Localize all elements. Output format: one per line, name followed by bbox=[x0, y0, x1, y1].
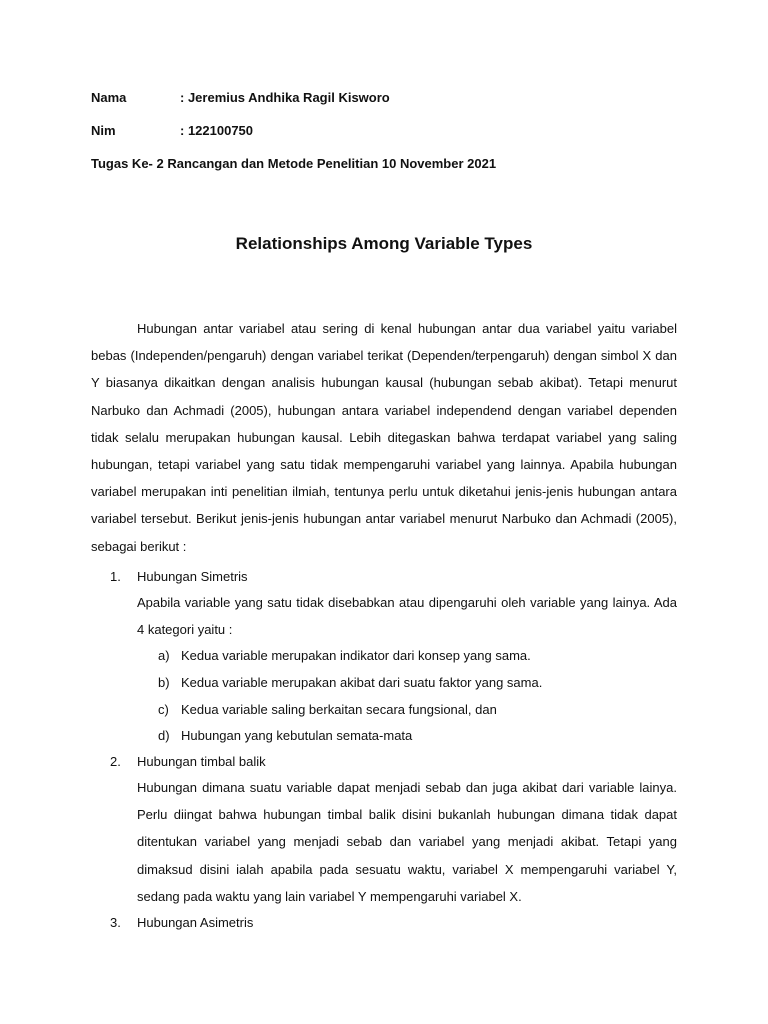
list-item-3-heading bbox=[110, 915, 253, 930]
list-item-3-title: Hubungan Asimetris bbox=[137, 915, 254, 930]
sub-item-a-text: Kedua variable merupakan indikator dari konsep yang sama. bbox=[181, 648, 531, 663]
nim-label: Nim bbox=[91, 123, 116, 138]
list-item-3-number: 3. bbox=[110, 915, 121, 930]
name-value: : Jeremius Andhika Ragil Kisworo bbox=[180, 90, 390, 105]
list-item-1-heading bbox=[110, 569, 248, 584]
list-item-1-title: Hubungan Simetris bbox=[137, 569, 248, 584]
sub-item-b-letter: b) bbox=[158, 675, 170, 690]
sub-item-a bbox=[158, 648, 531, 663]
sub-item-d-letter: d) bbox=[158, 728, 170, 743]
name-label: Nama bbox=[91, 90, 127, 105]
assignment-line: Tugas Ke- 2 Rancangan dan Metode Penelitian 10 November 2021 bbox=[91, 156, 497, 171]
sub-item-d-text: Hubungan yang kebutulan semata-mata bbox=[181, 728, 413, 743]
list-item-1-number: 1. bbox=[110, 569, 121, 584]
sub-item-b bbox=[158, 675, 542, 690]
sub-item-c-text: Kedua variable saling berkaitan secara fungsional, dan bbox=[181, 702, 497, 717]
sub-item-c bbox=[158, 702, 497, 717]
sub-item-d bbox=[158, 728, 412, 743]
sub-item-c-letter: c) bbox=[158, 702, 169, 717]
list-item-2-heading bbox=[110, 754, 266, 769]
list-item-2-title: Hubungan timbal balik bbox=[137, 754, 266, 769]
list-item-1-text: Apabila variable yang satu tidak disebabkan atau dipengaruhi oleh variable yang lainya. Ada 4 kategori yaitu : bbox=[137, 595, 677, 638]
sub-item-b-text: Kedua variable merupakan akibat dari suatu faktor yang sama. bbox=[181, 675, 543, 690]
nim-value: : 122100750 bbox=[180, 123, 254, 138]
list-item-2-number: 2. bbox=[110, 754, 121, 769]
nim-row bbox=[91, 123, 253, 139]
name-row bbox=[91, 90, 390, 106]
intro-paragraph: Hubungan antar variabel atau sering di kenal hubungan antar dua variabel yaitu variabel bebas (Independen/pengaruh) dengan variabel terikat (Dependen/terpengaruh) dengan simbol X dan Y biasanya dikaitkan dengan analisis hubungan kausal (hubungan sebab akibat). Tetapi menurut Narbuko dan Achmadi (2005), hubungan antara variabel independend dengan variabel dependen tidak selalu merupakan hubungan kausal. Lebih ditegaskan bahwa terdapat variabel yang saling hubungan, tetapi variabel yang satu tidak mempengaruhi variabel yang lainnya. Apabila hubungan variabel merupakan inti penelitian ilmiah, tentunya perlu untuk diketahui jenis-jenis hubungan antara variabel tersebut. Berikut jenis-jenis hubungan antar variabel menurut Narbuko dan Achmadi (2005), sebagai berikut : bbox=[91, 321, 677, 554]
document-title: Relationships Among Variable Types bbox=[235, 234, 533, 253]
list-item-2-text: Hubungan dimana suatu variable dapat menjadi sebab dan juga akibat dari variable lainya. Perlu diingat bahwa hubungan timbal balik disini bukanlah hubungan dimana tidak dapat ditentukan variabel yang menjadi sebab dan variabel yang menjadi akibat. Tetapi yang dimaksud disini ialah apabila pada sesuatu waktu, variabel X mempengaruhi variabel Y, sedang pada waktu yang lain variabel Y mempengaruhi variabel X. bbox=[137, 780, 677, 904]
sub-item-a-letter: a) bbox=[158, 648, 170, 663]
